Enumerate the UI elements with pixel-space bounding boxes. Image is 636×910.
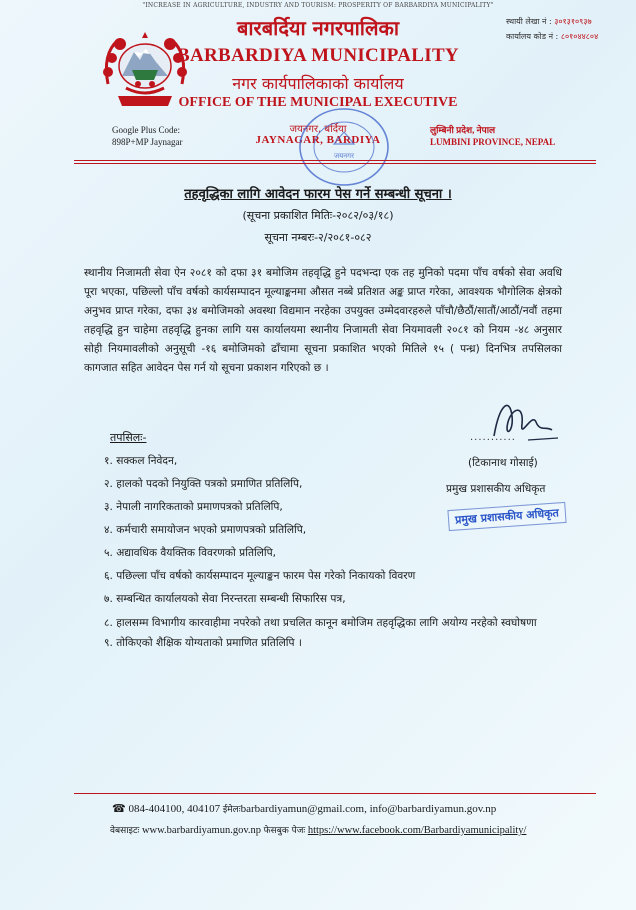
phone-icon: ☎ [112, 803, 126, 815]
list-heading: तपसिलः- [110, 431, 147, 444]
list-item: ८. हालसम्म विभागीय कारवाहीमा नपरेको तथा प्रचलित कानून बमोजिम तहवृद्धिका लागि अयोग्य नरहेको स्वघोषणा [104, 617, 537, 629]
facebook-link[interactable]: https://www.facebook.com/Barbardiyamunicipality/ [307, 825, 527, 836]
google-plus-code [112, 124, 183, 148]
list-item: ४. कर्मचारी समायोजन भएको प्रमाणपत्रको प्रतिलिपि, [104, 524, 307, 536]
signature-line: ........... [470, 432, 516, 443]
address-en: JAYNAGAR, BARDIYA [255, 134, 381, 146]
google-code-value: 898P+MP Jaynagar [112, 137, 183, 147]
province-np: लुम्बिनी प्रदेश, नेपाल [430, 125, 496, 135]
footer-web [110, 823, 590, 836]
published-date: (सूचना प्रकाशित मितिः-२०८२/०३/१८) [242, 209, 394, 222]
notice-subject: तहवृद्धिका लागि आवेदन फारम पेस गर्ने सम्बन्धी सूचना । [184, 187, 452, 202]
signatory-name: (टिकानाथ गोसाई) [468, 457, 538, 469]
municipality-title-np: बारबर्दिया नगरपालिका [236, 16, 400, 40]
footer-contact [112, 802, 582, 815]
province-block [430, 124, 555, 148]
motto-text: "INCREASE IN AGRICULTURE, INDUSTRY AND TOURISM: PROSPERITY OF BARBARDIYA MUNICIPALITY" [142, 2, 494, 9]
list-item: २. हालको पदको नियुक्ति पत्रको प्रमाणित प्रतिलिपि, [104, 478, 303, 490]
pan-value: ३०१३१०९३७ [554, 17, 592, 26]
facebook-label: फेसबुक पेजः [263, 826, 306, 836]
phone-numbers: 084-404100, 404107 [128, 803, 221, 815]
office-title-np: नगर कार्यपालिकाको कार्यालय [232, 74, 404, 93]
municipality-title-en: BARBARDIYA MUNICIPALITY [177, 45, 459, 66]
list-item: ३. नेपाली नागरिकताको प्रमाणपत्रको प्रतिलिपि, [104, 501, 283, 513]
office-code-value: ८०१०४४८०४ [560, 32, 599, 41]
google-code-label: Google Plus Code: [112, 125, 181, 135]
signatory-title: प्रमुख प्रशासकीय अधिकृत [446, 483, 546, 495]
address-np: जयनगर, बर्दिया [289, 124, 347, 135]
website-link[interactable]: www.barbardiyamun.gov.np [141, 825, 262, 836]
designation-stamp: प्रमुख प्रशासकीय अधिकृत [447, 502, 566, 531]
document-list [104, 450, 604, 655]
list-item: ५. अद्यावधिक वैयक्तिक विवरणको प्रतिलिपि, [104, 547, 277, 559]
svg-text:जयनगर: जयनगर [334, 152, 354, 160]
footer-divider [74, 793, 596, 794]
notice-number: सूचना नम्बरः-२/२०८१-०८२ [264, 231, 372, 244]
header-divider [74, 160, 596, 161]
office-seal-stamp [296, 104, 392, 190]
email-addresses[interactable]: barbardiyamun@gmail.com, info@barbardiyamun.gov.np [240, 803, 497, 815]
list-item: ७. सम्बन्धित कार्यालयको सेवा निरन्तरता सम्बन्धी सिफारिस पत्र, [104, 593, 346, 605]
province-en: LUMBINI PROVINCE, NEPAL [430, 137, 556, 147]
list-item: ६. पछिल्ला पाँच वर्षको कार्यसम्पादन मूल्याङ्कन फारम पेस गरेको निकायको विवरण [104, 570, 416, 582]
office-title-en: OFFICE OF THE MUNICIPAL EXECUTIVE [178, 95, 458, 110]
notice-body: स्थानीय निजामती सेवा ऐन २०८१ को दफा ३१ बमोजिम तहवृद्धि हुने पदभन्दा एक तह मुनिको पदमा पाँच वर्षको सेवा अवधि पूरा भएका, पछिल्लो पाँच वर्षको कार्यसम्पादन मूल्याङ्कनमा औसत नब्बे प्रतिशत अङ्क प्राप्त गरेका, आवश्यक भौगोलिक क्षेत्रको अनुभव प्राप्त गरेका, दफा ३४ बमोजिमको अवस्था विद्यमान नरहेका उपयुक्त उम्मेदवारहरुले पाँचौ/छैठौं/सातौं/आठौं/नवौं तहमा तहवृद्धि हुन चाहेमा तहवृद्धि हुनका लागि यस कार्यालयमा स्थानीय निजामती सेवा नियमावली २०८१ को नियम -४८ अनुसार सोही नियमावलीको अनुसूची -१६ बमोजिमको ढाँचामा सूचना प्रकाशित भएको मितिले १५ ( पन्ध्र) दिनभित्र तपसिलका कागजात सहित आवेदन पेस गर्न यो सूचना प्रकाशन गरिएको छ । [84, 267, 562, 374]
list-item: १. सक्कल निवेदन, [104, 455, 178, 467]
email-label: ईमेलः [222, 805, 241, 815]
pan-label: स्थायी लेखा नं : [506, 17, 552, 26]
list-item: ९. तोकिएको शैक्षिक योग्यताको प्रमाणित प्रतिलिपि । [104, 637, 302, 649]
office-code-label: कार्यालय कोड नं : [506, 32, 559, 41]
header-divider-thin [74, 163, 596, 164]
website-label: वेबसाइटः [110, 826, 140, 836]
